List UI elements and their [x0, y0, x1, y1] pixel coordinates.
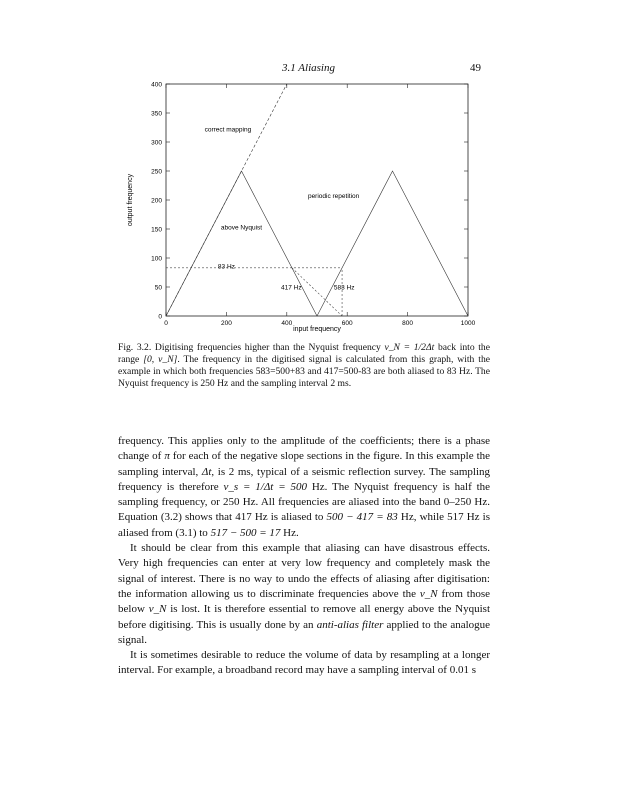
math-inline: 500 − 417 = 83 [326, 511, 398, 524]
figure-caption [118, 342, 490, 390]
y-tick-label: 100 [151, 255, 162, 263]
math-inline: ν_N [419, 587, 438, 600]
x-tick-label: 400 [281, 320, 293, 327]
caption-math: [0, ν_N] [143, 354, 178, 365]
annotation-label: 417 Hz [281, 284, 302, 292]
x-tick-label: 200 [220, 320, 232, 327]
guide-lines [166, 268, 342, 316]
math-inline: ν_s = 1/Δt = 500 [223, 480, 307, 493]
caption-math: ν_N = 1/2Δt [384, 342, 435, 353]
math-inline: 517 − 500 = 17 [210, 526, 281, 539]
y-tick-label: 50 [154, 284, 162, 292]
annotation-label: periodic repetition [307, 193, 360, 201]
guide-line [292, 268, 342, 316]
emphasis: anti-alias filter [316, 618, 384, 631]
text-run: frequency. This applies only to the amplitude of the coefficients; there is a phase change of [118, 435, 490, 463]
caption-text: Digitising frequencies higher than the Nyquist frequency [154, 342, 381, 353]
annotation-label: 83 Hz [217, 263, 235, 271]
y-tick-label: 350 [151, 110, 162, 118]
caption-text: . The frequency in the digitised signal is calculated from this graph, with the example in which both frequencies 583=500+83 and 417=500-83 are both aliased to 83 Hz. The Nyquist frequency is 250 Hz and the sampling interval 2 ms. [118, 354, 491, 389]
x-tick-label: 1000 [460, 320, 476, 327]
x-axis-label: input frequency [293, 326, 341, 333]
y-tick-label: 150 [151, 226, 162, 234]
x-tick-label: 800 [402, 320, 414, 327]
y-tick-label: 250 [151, 168, 162, 176]
caption-label: Fig. 3.2. [118, 342, 152, 353]
annotation-label: correct mapping [204, 126, 252, 134]
x-tick-label: 0 [164, 320, 168, 327]
text-run: is lost. It is therefore essential to remove all energy above the Nyquist before digitising. This is usually done by an [118, 603, 491, 631]
body-text [118, 434, 490, 679]
math-inline: π [164, 450, 170, 463]
math-inline: Δt [201, 465, 212, 478]
paragraph [118, 434, 490, 541]
text-run: Hz. The Nyquist frequency is half the sampling frequency, or 250 Hz. All frequencies are aliased into the band 0–250 Hz. Equation (3.2) shows that 417 Hz is aliased to [118, 480, 491, 524]
annotation-label: above Nyquist [220, 224, 263, 232]
x-axis-ticks [164, 84, 475, 327]
y-tick-label: 200 [151, 197, 162, 205]
y-tick-label: 0 [158, 313, 162, 321]
caption-text: back into the range [118, 342, 490, 365]
annotations [205, 127, 360, 292]
text-run: Hz. [283, 526, 299, 539]
y-tick-label: 300 [151, 139, 162, 147]
text-run: , is 2 ms, typical of a seismic reflection survey. The sampling frequency is therefore [118, 465, 490, 493]
text-run: It is sometimes desirable to reduce the volume of data by resampling at a longer interval. For example, a broadband record may have a sampling interval of 0.01 s [118, 649, 490, 677]
y-axis-label: output frequency [127, 173, 134, 227]
y-tick-label: 400 [151, 81, 162, 89]
text-run: applied to the analogue signal. [118, 618, 491, 646]
paragraph [118, 648, 490, 679]
text-run: Hz, while 517 Hz is aliased from (3.1) to [118, 511, 490, 539]
x-tick-label: 600 [341, 320, 353, 327]
aliasing-figure [0, 0, 617, 340]
annotation-label: 583 Hz [333, 284, 355, 292]
page-number: 49 [470, 62, 481, 74]
paragraph [118, 541, 490, 648]
running-header-title: 3.1 Aliasing [282, 62, 335, 74]
text-run: It should be clear from this example that aliasing can have disastrous effects. Very high frequencies can enter at very low frequency and completely mask the signal of interest. There is no way to undo the effects of aliasing after digitisation: the information allowing us to discriminate frequencies above the [118, 542, 490, 600]
text-run: from those below [118, 587, 491, 616]
math-inline: ν_N [148, 603, 167, 616]
text-run: for each of the negative slope sections in the figure. In this example the sampling interval, [118, 450, 491, 478]
